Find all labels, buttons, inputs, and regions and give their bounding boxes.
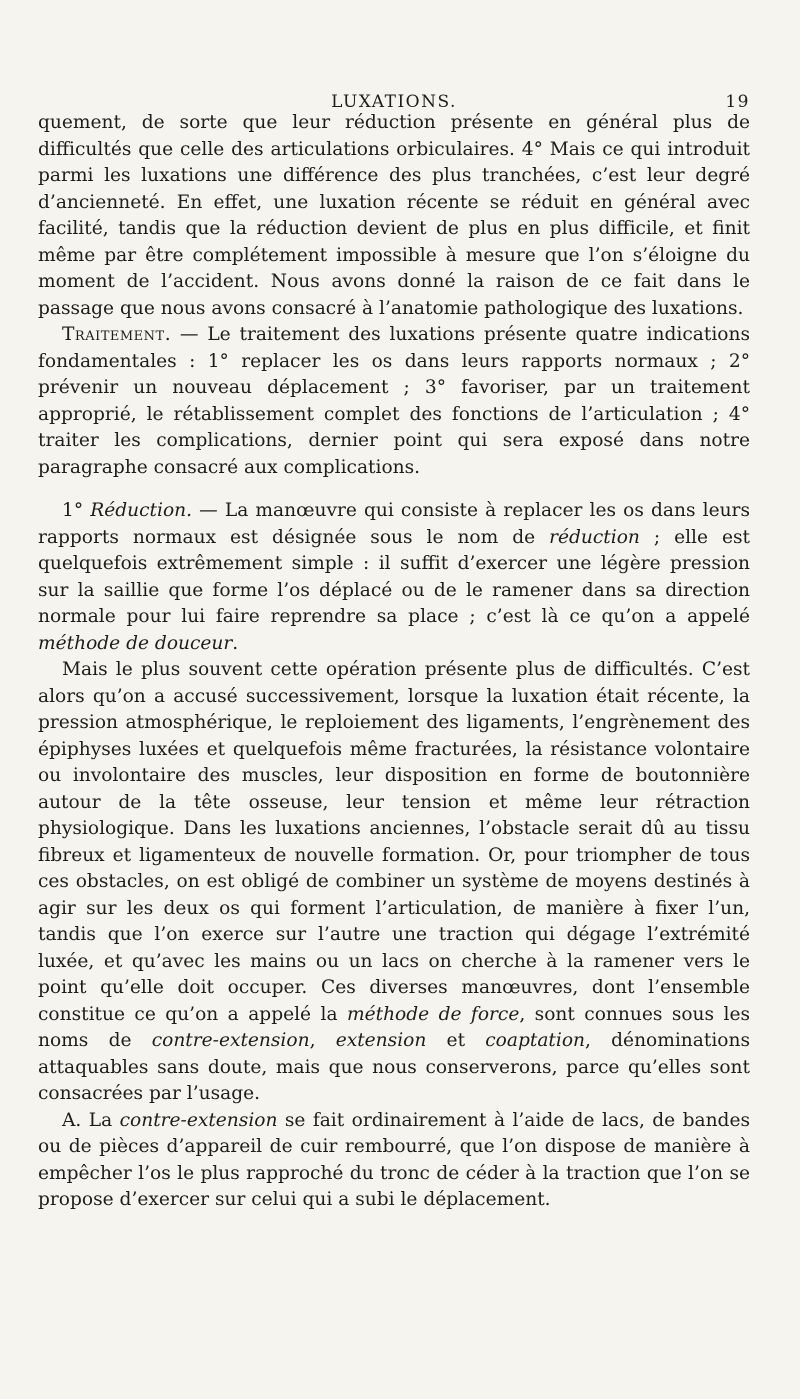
difficultes-text-c: , bbox=[309, 1030, 336, 1051]
paragraph-1: quement, de sorte que leur réduction présente en général plus de difficultés que celle des articulations orbiculaires. 4° Mais ce qui introduit parmi les luxations une différence des plus tranchées, c’est leur degré d’ancienneté. En effet, une luxation récente se réduit en général avec facilité, tandis que la réduction devient de plus en plus difficile, et finit même par être complétement impossible à mesure que l’on s’éloigne du moment de l’accident. Nous avons donné la raison de ce fait dans le passage que nous avons consacré à l’anatomie pathologique des luxations. bbox=[38, 112, 750, 319]
paragraph-traitement bbox=[38, 322, 750, 481]
difficultes-text-a: Mais le plus souvent cette opération présente plus de difficultés. C’est alors qu’on a accusé successivement, lorsque la luxation était récente, la pression atmosphérique, le reploiement des ligaments, l’engrènement des épiphyses luxées et quelquefois même fracturées, la résistance volontaire ou involontaire des muscles, leur disposition en forme de boutonnière autour de la tête osseuse, leur tension et même leur rétraction physiologique. Dans les luxations anciennes, l’obstacle serait dû au tissu fibreux et ligamenteux de nouvelle formation. Or, pour triompher de tous ces obstacles, on est obligé de combiner un système de moyens destinés à agir sur les deux os qui forment l’articulation, de manière à fixer l’un, tandis que l’on exerce sur l’autre une traction qui dégage l’extrémité luxée, et qu’avec les mains ou un lacs on cherche à la ramener vers le point qu’elle doit occuper. Ces diverses manœuvres, dont l’ensemble constitue ce qu’on a appelé la bbox=[38, 659, 750, 1025]
paragraph-reduction bbox=[38, 498, 750, 657]
term-extension: extension bbox=[335, 1030, 427, 1051]
difficultes-text-d: et bbox=[426, 1030, 486, 1051]
running-head bbox=[38, 0, 750, 112]
term-contre-extension: contre-extension bbox=[151, 1030, 310, 1051]
section-heading-reduction: Réduction. bbox=[90, 500, 193, 521]
term-contre-extension-2: contre-extension bbox=[119, 1109, 278, 1131]
term-methode-douceur: méthode de douceur bbox=[38, 632, 233, 654]
term-methode-force: méthode de force bbox=[346, 1003, 520, 1025]
difficultes-text-e: , dénominations attaquables sans doute, mais que nous conserverons, parce qu’elles sont consacrées par l’usage. bbox=[38, 1030, 751, 1104]
section-heading-traitement: Traitement. bbox=[62, 324, 172, 345]
reduction-number: 1° bbox=[62, 500, 91, 521]
reduction-text-b: ; elle est quelquefois extrêmement simple : il suffit d’exercer une légère pression sur la saillie que forme l’os déplacé ou de le ramener dans sa direction normale pour lui faire reprendre sa place ; c’est là ce qu’on a appelé bbox=[38, 526, 750, 627]
term-coaptation: coaptation bbox=[485, 1030, 586, 1051]
contre-extension-text: se fait ordinairement à l’aide de lacs, de bandes ou de pièces d’appareil de cuir rembourré, que l’on dispose de manière à empêcher l’os le plus rapproché du tronc de céder à la traction que l’on se propose d’exercer sur celui qui a subi le déplacement. bbox=[38, 1109, 751, 1210]
difficultes-text-b: , sont connues sous les noms de bbox=[38, 1003, 751, 1051]
contre-extension-lead: A. La bbox=[62, 1109, 120, 1131]
reduction-text-a: — La manœuvre qui consiste à replacer les os dans leurs rapports normaux est désignée sous le nom de bbox=[38, 500, 750, 548]
paragraph-difficultes bbox=[38, 657, 750, 1108]
page-body bbox=[38, 110, 750, 1214]
running-title: LUXATIONS. bbox=[331, 92, 457, 112]
term-reduction: réduction bbox=[549, 526, 640, 548]
paragraph-traitement-text: — Le traitement des luxations présente quatre indications fondamentales : 1° replacer les os dans leurs rapports normaux ; 2° prévenir un nouveau déplacement ; 3° favoriser, par un traitement approprié, le rétablissement complet des fonctions de l’articulation ; 4° traiter les complications, dernier point qui sera exposé dans notre paragraphe consacré aux complications. bbox=[38, 324, 750, 478]
reduction-text-end: . bbox=[232, 632, 239, 654]
paragraph-contre-extension bbox=[38, 1108, 750, 1214]
page-number: 19 bbox=[725, 92, 750, 112]
